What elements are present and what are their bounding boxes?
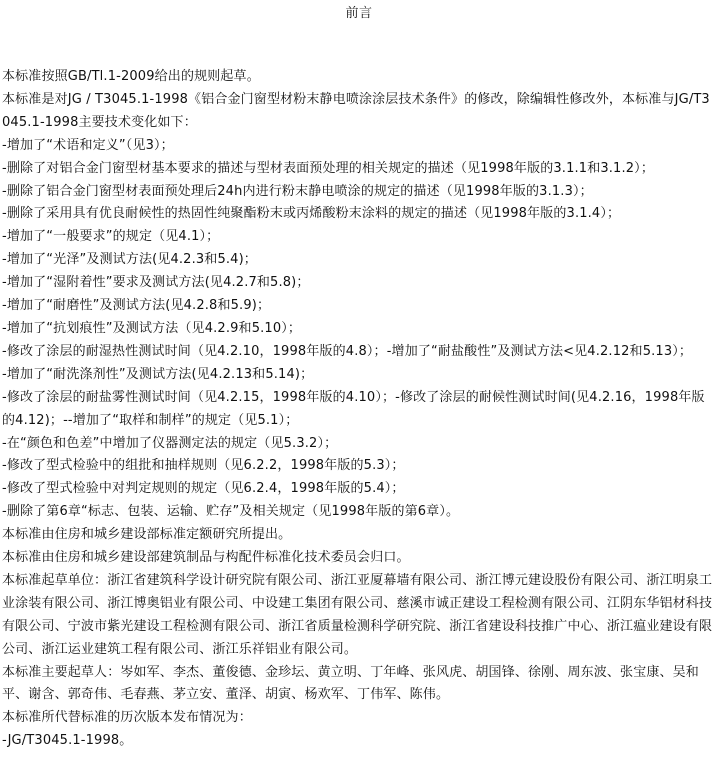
change-item: -修改了型式检验中对判定规则的规定（见6.2.4，1998年版的5.4）；: [2, 481, 405, 497]
change-item: -增加了“术语和定义”（见3）；: [2, 137, 174, 153]
change-item: -删除了采用具有优良耐候性的热固性纯聚酯粉末或丙烯酸粉末涂料的规定的描述（见1998年版的3.1.4）；: [2, 206, 621, 222]
change-item: -删除了对铝合金门窗型材基本要求的描述与型材表面预处理的相关规定的描述（见1998年版的3.1.1和3.1.2）；: [2, 160, 654, 176]
history-intro-paragraph: 本标准所代替标准的历次版本发布情况为：: [2, 710, 252, 726]
change-item: -修改了涂层的耐盐雾性测试时间（见4.2.15，1998年版的4.10）；-修改了涂层的耐候性测试时间(见4.2.16，1998年版的4.12)；--增加了“取样和制样”的规定（见5.1）；: [2, 389, 705, 428]
drafters-paragraph: 本标准主要起草人：岑如军、李杰、董俊德、金珍坛、黄立明、丁年峰、张风虎、胡国锋、徐刚、周东波、张宝康、吴和平、谢含、郭奇伟、毛春燕、茅立安、董泽、胡寅、杨欢军、丁伟军、陈伟。: [2, 664, 699, 703]
change-item: -删除了铝合金门窗型材表面预处理后24h内进行粉末静电喷涂的规定的描述（见1998年版的3.1.3）；: [2, 183, 593, 199]
paragraph-drafting-rules: 本标准按照GB/Tl.1-2009给出的规则起草。: [2, 69, 260, 84]
change-item: -修改了型式检验中的组批和抽样规则（见6.2.2，1998年版的5.3）；: [2, 458, 405, 474]
change-item: -删除了第6章“标志、包装、运输、贮存”及相关规定（见1998年版的第6章）。: [2, 504, 460, 520]
drafting-units-paragraph: 本标准起草单位：浙江省建筑科学设计研究院有限公司、浙江亚厦幕墙有限公司、浙江博元建设股份有限公司、浙江明泉工业涂装有限公司、浙江博奥铝业有限公司、中设建工集团有限公司、慈溪市诚正建设工程检测有限公司、江阴东华铝材科技有限公司、宁波市紫光建设工程检测有限公司、浙江省质量检测科学研究院、浙江省建设科技推广中心、浙江瘟业建设有限公司、浙江运业建筑工程有限公司、浙江乐祥铝业有限公司。: [2, 572, 713, 657]
history-item: -JG/T3045.1-1998。: [2, 733, 133, 749]
committee-paragraph: 本标准由住房和城乡建设部建筑制品与构配件标准化技术委员会归口。: [2, 550, 410, 566]
change-item: -增加了“耐磨性”及测试方法(见4.2.8和5.9)；: [2, 298, 271, 314]
change-item: -修改了涂层的耐湿热性测试时间（见4.2.10，1998年版的4.8）；-增加了“耐盐酸性”及测试方法<见4.2.12和5.13）；: [2, 343, 693, 359]
change-item: -增加了“耐洗涤剂性”及测试方法(见4.2.13和5.14)；: [2, 366, 314, 382]
change-item: -增加了“一般要求”的规定（见4.1）；: [2, 229, 220, 245]
change-item: -在“颜色和色差”中增加了仪器测定法的规定（见5.3.2）；: [2, 435, 338, 451]
change-item: -增加了“光泽”及测试方法(见4.2.3和5.4)；: [2, 252, 257, 268]
change-item: -增加了“湿附着性”要求及测试方法(见4.2.7和5.8)；: [2, 275, 310, 291]
paragraph-revision-intro: 本标准是对JG / T3045.1-1998《铝合金门窗型材粉末静电喷涂涂层技术条件》的修改，除编辑性修改外，本标准与JG/T3045.1-1998主要技术变化如下：: [2, 91, 710, 130]
document-body: [2, 66, 714, 753]
page-title: 前言: [345, 6, 373, 21]
proposer-paragraph: 本标准由住房和城乡建设部标准定额研究所提出。: [2, 527, 292, 543]
change-item: -增加了“抗划痕性”及测试方法（见4.2.9和5.10）；: [2, 320, 302, 336]
